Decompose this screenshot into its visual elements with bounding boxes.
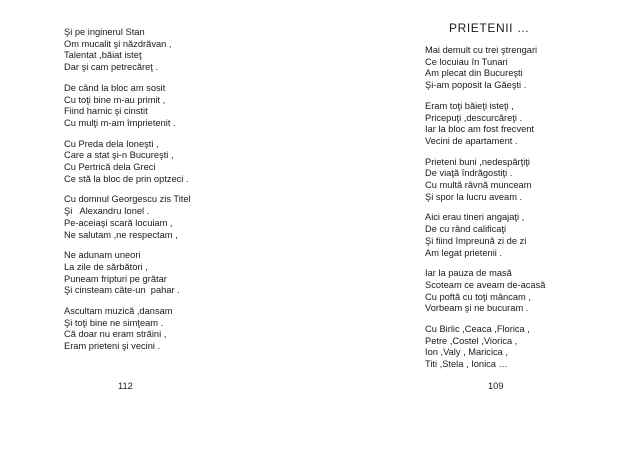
stanza <box>425 101 625 148</box>
poem-line: Eram toţi băieţi isteţi , <box>425 100 514 111</box>
poem-line: Şi-am poposit la Găeşti . <box>425 80 527 91</box>
stanza <box>64 250 284 297</box>
poem-line: Talentat ,băiat isteţ <box>64 50 142 61</box>
left-poem-body <box>64 27 284 362</box>
poem-line: De cu rând calificaţi <box>425 224 507 235</box>
poem-line: La zile de sărbători , <box>64 261 148 272</box>
poem-line: Mai demult cu trei ştrengari <box>425 45 538 55</box>
poem-line: Ascultam muzică ,dansam <box>64 306 173 317</box>
poem-line: Cu toţi bine m-au primit , <box>64 94 166 105</box>
poem-line: Ion ,Valy , Maricica , <box>425 347 509 358</box>
right-page <box>319 0 638 452</box>
poem-line: Prieteni buni ,nedespărţiţi <box>425 156 530 167</box>
right-poem-body <box>425 45 625 380</box>
stanza <box>425 212 625 259</box>
poem-line: Scoteam ce aveam de-acasă <box>425 279 546 290</box>
page-number: 109 <box>488 381 504 391</box>
poem-line: Şi pe inginerul Stan <box>64 27 145 37</box>
poem-line: Ce stă la bloc de prin optzeci . <box>64 173 189 184</box>
poem-line: De când la bloc am sosit <box>64 82 166 93</box>
stanza <box>64 27 284 74</box>
stanza <box>64 194 284 241</box>
poem-title: PRIETENII … <box>449 21 530 35</box>
poem-line: Am legat prietenii . <box>425 247 502 258</box>
poem-line: Am plecat din Bucureşti <box>425 68 523 79</box>
poem-line: Cu Birlic ,Ceaca ,Florica , <box>425 324 530 335</box>
poem-line: Şi spor la lucru aveam . <box>425 191 523 202</box>
poem-line: Om mucalit şi năzdrăvan , <box>64 38 172 49</box>
poem-line: Vorbeam şi ne bucuram . <box>425 303 529 314</box>
poem-line: Şi Alexandru Ionel . <box>64 206 150 217</box>
poem-line: Şi toţi bine ne simţeam . <box>64 317 164 328</box>
stanza <box>64 83 284 130</box>
poem-line: Cu mulţi m-am împrietenit . <box>64 117 176 128</box>
poem-line: Titi ,Stela , Ionica … <box>425 359 508 370</box>
poem-line: Iar la bloc am fost frecvent <box>425 124 535 135</box>
poem-line: Cu domnul Georgescu zis Titel <box>64 194 191 205</box>
stanza <box>425 45 625 92</box>
poem-line: Cu multă râvnă munceam <box>425 180 532 191</box>
stanza <box>425 268 625 315</box>
poem-line: Cu Pertrică dela Greci <box>64 162 156 173</box>
stanza <box>425 324 625 371</box>
poem-line: Ne salutam ,ne respectam , <box>64 229 178 240</box>
poem-line: Pe-aceiaşi scară locuiam , <box>64 217 173 228</box>
poem-line: De viaţă îndrăgostiţi . <box>425 168 513 179</box>
poem-line: Care a stat şi-n Bucureşti , <box>64 150 174 161</box>
poem-line: Pricepuţi ,descurcăreţi . <box>425 112 523 123</box>
poem-line: Ne adunam uneori <box>64 250 141 261</box>
poem-line: Şi fiind împreună zi de zi <box>425 235 527 246</box>
poem-line: Vecini de apartament . <box>425 135 518 146</box>
poem-line: Iar la pauza de masă <box>425 268 512 279</box>
poem-line: Dar şi cam petrecăreţ . <box>64 62 159 73</box>
stanza <box>425 157 625 204</box>
poem-line: Cu Preda dela Ioneşti , <box>64 138 159 149</box>
poem-line: Eram prieteni şi vecini . <box>64 341 161 352</box>
page-number: 112 <box>118 381 133 391</box>
poem-line: Petre ,Costel ,Viorica , <box>425 335 518 346</box>
poem-line: Fiind harnic şi cinstit <box>64 106 148 117</box>
poem-line: Aici erau tineri angajaţi , <box>425 212 525 223</box>
poem-line: Că doar nu eram străini , <box>64 329 167 340</box>
poem-line: Ce locuiau în Tunari <box>425 56 508 67</box>
poem-line: Puneam fripturi pe grătar <box>64 273 167 284</box>
stanza <box>64 306 284 353</box>
poem-line: Cu poftă cu toţi mâncam , <box>425 291 531 302</box>
poem-line: Şi cinsteam câte-un pahar . <box>64 285 180 296</box>
stanza <box>64 139 284 186</box>
